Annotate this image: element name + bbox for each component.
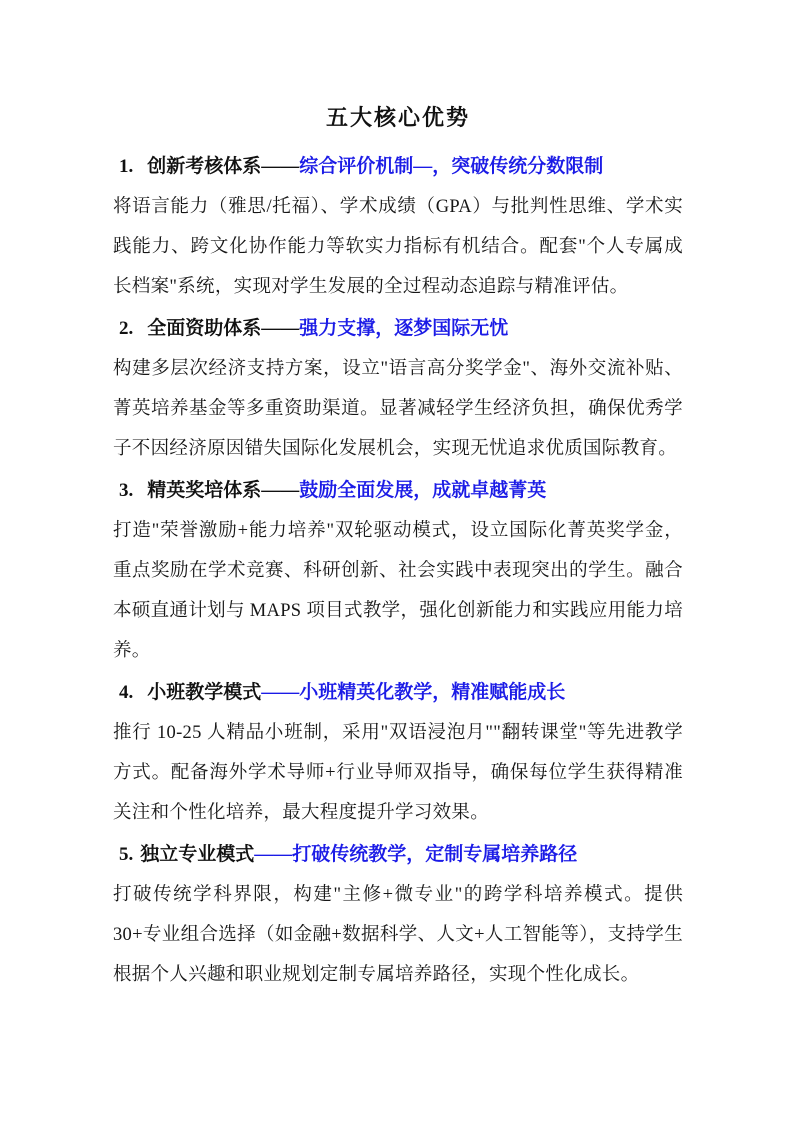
section-5-heading — [113, 835, 683, 875]
section-5-title-blue: ——打破传统教学，定制专属培养路径 — [254, 844, 578, 865]
section-3 — [113, 471, 683, 671]
section-1-title-blue: 综合评价机制—，突破传统分数限制 — [299, 156, 604, 177]
section-5-title-black: 独立专业模式 — [140, 844, 255, 865]
section-1-title-black: 创新考核体系—— — [147, 156, 300, 177]
section-5-body: 打破传统学科界限，构建"主修+微专业"的跨学科培养模式。提供 30+专业组合选择（如金融+数据科学、人文+人工智能等），支持学生根据个人兴趣和职业规划定制专属培养路径，实现个性化成长。 — [113, 885, 683, 985]
section-4-title-black: 小班教学模式 — [147, 682, 262, 703]
section-1 — [113, 147, 683, 307]
section-2-heading — [113, 309, 683, 349]
section-4-heading — [113, 673, 683, 713]
section-3-body: 打造"荣誉激励+能力培养"双轮驱动模式，设立国际化菁英奖学金，重点奖励在学术竞赛、科研创新、社会实践中表现突出的学生。融合本硕直通计划与 MAPS 项目式教学，强化创新能力和实践应用能力培养。 — [113, 521, 683, 661]
section-4-number: 4. — [119, 682, 134, 703]
section-2 — [113, 309, 683, 469]
section-2-number: 2. — [119, 318, 134, 339]
section-4-title-blue: ——小班精英化教学，精准赋能成长 — [261, 682, 566, 703]
section-2-title-black: 全面资助体系—— — [147, 318, 300, 339]
section-5-number: 5. — [119, 844, 134, 865]
section-4 — [113, 673, 683, 833]
section-1-heading — [113, 147, 683, 187]
section-3-number: 3. — [119, 480, 134, 501]
page-title: 五大核心优势 — [325, 105, 470, 130]
section-5 — [113, 835, 683, 995]
section-2-title-blue: 强力支撑，逐梦国际无忧 — [299, 318, 509, 339]
section-3-heading — [113, 471, 683, 511]
section-1-number: 1. — [119, 156, 134, 177]
section-1-body: 将语言能力（雅思/托福）、学术成绩（GPA）与批判性思维、学术实践能力、跨文化协作能力等软实力指标有机结合。配套"个人专属成长档案"系统，实现对学生发展的全过程动态追踪与精准评估。 — [113, 197, 683, 297]
section-2-body: 构建多层次经济支持方案，设立"语言高分奖学金"、海外交流补贴、菁英培养基金等多重资助渠道。显著减轻学生经济负担，确保优秀学子不因经济原因错失国际化发展机会，实现无忧追求优质国际教育。 — [113, 359, 683, 459]
section-3-title-blue: 鼓励全面发展，成就卓越菁英 — [299, 480, 547, 501]
section-3-title-black: 精英奖培体系—— — [147, 480, 300, 501]
section-4-body: 推行 10-25 人精品小班制，采用"双语浸泡月""翻转课堂"等先进教学方式。配备海外学术导师+行业导师双指导，确保每位学生获得精准关注和个性化培养，最大程度提升学习效果。 — [113, 723, 683, 823]
